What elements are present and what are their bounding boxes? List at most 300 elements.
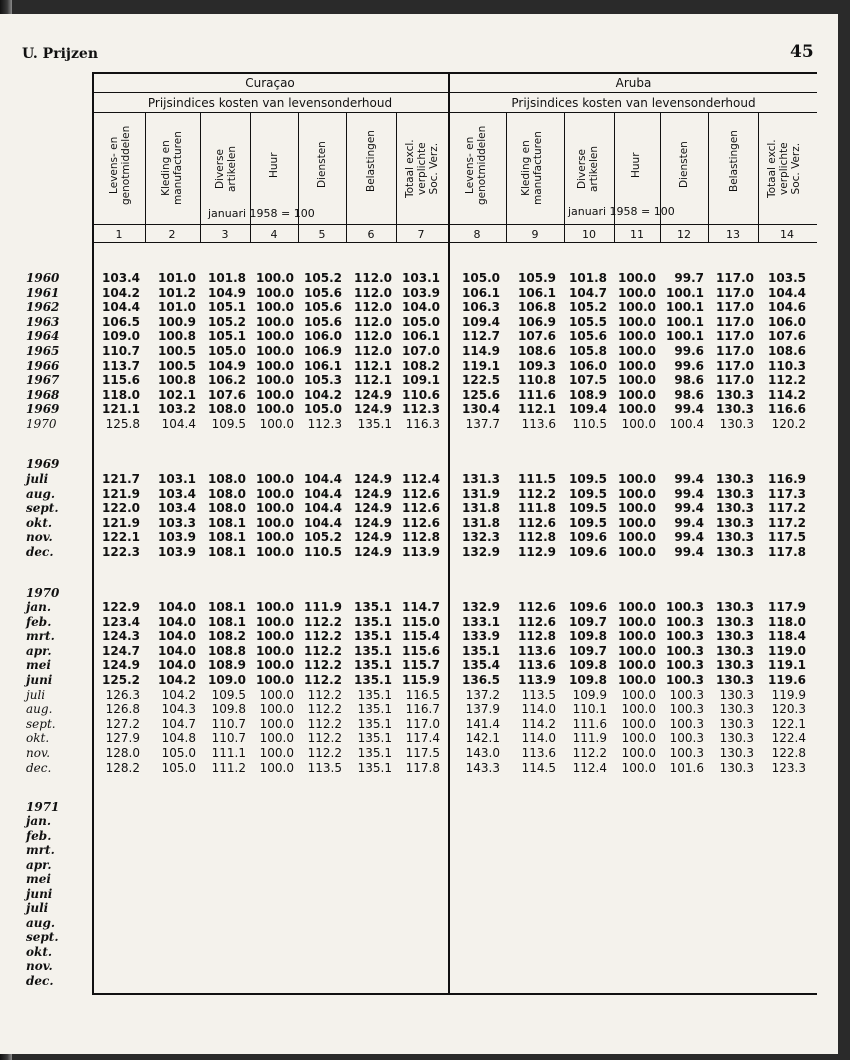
table-cell: 111.5 [518,472,556,486]
table-cell: 112.2 [518,486,556,501]
table-cell: 114.5 [521,760,556,775]
page-number: 45 [790,42,814,62]
table-cell: 100.3 [669,746,704,760]
table-cell: 104.9 [208,285,246,300]
table-cell: 116.5 [405,687,440,702]
table-cell: 99.4 [674,486,704,501]
table-cell: 100.0 [618,314,656,329]
table-cell: 110.3 [768,358,806,373]
col-divider [396,112,397,242]
table-cell: 104.0 [158,643,196,658]
table-cell: 113.9 [518,673,556,687]
table-cell: 130.3 [716,530,754,545]
table-cell: 136.5 [462,673,500,687]
table-cell: 117.2 [768,501,806,516]
table-cell: 135.1 [354,600,392,614]
table-cell: 100.0 [259,417,294,431]
table-cell: 105.6 [304,300,342,315]
table-cell: 117.8 [768,545,806,559]
table-cell: 105.8 [569,344,607,358]
table-cell: 104.7 [569,285,607,300]
table-cell: 108.0 [208,486,246,501]
table-cell: 100.0 [256,373,294,388]
table-cell: 100.0 [259,702,294,717]
annual-row-label: 1967 [26,373,60,388]
table-cell: 100.3 [666,643,704,658]
col-divider [298,112,299,242]
col-head-12: Diensten [678,141,690,188]
table-cell: 109.7 [569,643,607,658]
table-cell: 108.6 [518,344,556,358]
table-cell: 109.7 [569,614,607,629]
table-cell: 105.5 [569,314,607,329]
table-cell: 117.0 [716,329,754,344]
table-cell: 113.9 [402,545,440,559]
table-cell: 100.3 [666,658,704,673]
table-cell: 110.7 [102,344,140,358]
table-cell: 100.3 [669,687,704,702]
table-cell: 100.3 [666,614,704,629]
table-cell: 112.2 [307,731,342,746]
table-cell: 105.2 [208,314,246,329]
table-cell: 112.2 [304,614,342,629]
table-cell: 122.9 [102,600,140,614]
table-cell: 104.4 [304,501,342,516]
table-cell: 100.0 [256,402,294,417]
table-cell: 105.0 [304,402,342,417]
table-cell: 112.1 [354,373,392,388]
annual-row-label: 1969 [26,402,60,417]
table-cell: 112.3 [402,402,440,417]
table-cell: 111.2 [211,760,246,775]
table-cell: 109.0 [102,329,140,344]
col-head-1: Levens- en genotmiddelen [108,125,132,205]
table-cell: 112.2 [304,673,342,687]
table-cell: 115.7 [402,658,440,673]
table-cell: 137.7 [465,417,500,431]
table-cell: 108.1 [208,614,246,629]
table-cell: 100.0 [618,629,656,644]
month-1969-row-label: juli [26,472,49,486]
table-cell: 121.9 [102,486,140,501]
table-cell: 112.2 [304,629,342,644]
col-divider [614,112,615,242]
table-cell: 98.6 [674,373,704,388]
table-cell: 110.1 [572,702,607,717]
table-cell: 124.9 [354,515,392,530]
month-1971-row-label: nov. [26,959,53,973]
col-head-4: Huur [268,152,280,178]
col-divider [758,112,759,242]
table-cell: 109.5 [569,515,607,530]
table-cell: 112.2 [304,643,342,658]
table-cell: 124.9 [354,545,392,559]
table-cell: 123.4 [102,614,140,629]
table-cell: 109.3 [518,358,556,373]
table-cell: 104.4 [304,472,342,486]
table-cell: 100.0 [256,530,294,545]
column-number-5: 5 [318,228,326,241]
table-cell: 117.0 [716,344,754,358]
table-cell: 105.9 [518,271,556,285]
table-cell: 104.4 [304,515,342,530]
table-cell: 100.0 [618,600,656,614]
table-cell: 100.0 [618,515,656,530]
table-cell: 130.3 [716,658,754,673]
table-cell: 130.3 [716,402,754,417]
table-cell: 108.0 [208,402,246,417]
table-cell: 130.3 [716,673,754,687]
month-1970-row-label: juli [26,687,46,702]
table-cell: 100.3 [666,600,704,614]
column-number-1: 1 [115,228,123,241]
table-cell: 105.0 [208,344,246,358]
column-number-8: 8 [473,228,481,241]
table-cell: 106.0 [569,358,607,373]
month-1970-row-label: aug. [26,702,53,717]
table-cell: 130.3 [716,387,754,402]
table-cell: 127.2 [105,716,140,731]
table-cell: 104.2 [161,687,196,702]
table-cell: 117.0 [716,271,754,285]
table-cell: 124.7 [102,643,140,658]
table-cell: 105.1 [208,329,246,344]
table-cell: 100.0 [618,530,656,545]
table-cell: 100.0 [621,687,656,702]
table-cell: 100.1 [666,329,704,344]
col-divider [346,112,347,242]
table-cell: 100.0 [256,344,294,358]
table-cell: 106.1 [304,358,342,373]
table-cell: 108.9 [208,658,246,673]
table-cell: 112.8 [518,629,556,644]
table-cell: 120.3 [771,702,806,717]
table-cell: 133.1 [462,614,500,629]
column-number-11: 11 [630,228,644,241]
table-cell: 112.6 [402,501,440,516]
month-1970-row-label: mrt. [26,629,55,644]
table-cell: 100.3 [666,629,704,644]
table-cell: 103.2 [158,402,196,417]
table-cell: 119.6 [768,673,806,687]
table-cell: 104.0 [158,600,196,614]
table-cell: 115.6 [402,643,440,658]
table-cell: 106.3 [462,300,500,315]
month-1970-row-label: feb. [26,614,52,629]
annual-row-label: 1964 [26,329,60,344]
table-cell: 100.1 [666,314,704,329]
table-cell: 116.6 [768,402,806,417]
table-cell: 108.8 [208,643,246,658]
table-cell: 126.3 [105,687,140,702]
year-label-1969: 1969 [26,457,60,471]
basis-rule [92,224,817,225]
table-cell: 111.8 [518,501,556,516]
table-cell: 106.1 [462,285,500,300]
table-cell: 100.4 [669,417,704,431]
table-cell: 135.1 [354,629,392,644]
table-cell: 130.3 [719,687,754,702]
table-cell: 132.9 [462,545,500,559]
table-cell: 108.6 [768,344,806,358]
table-cell: 130.3 [716,545,754,559]
table-cell: 100.0 [256,271,294,285]
table-cell: 99.4 [674,530,704,545]
table-cell: 135.1 [462,643,500,658]
table-cell: 117.0 [405,716,440,731]
table-cell: 106.0 [304,329,342,344]
column-number-12: 12 [677,228,691,241]
table-cell: 112.3 [307,417,342,431]
table-cell: 125.6 [462,387,500,402]
table-cell: 109.5 [211,687,246,702]
table-cell: 128.2 [105,760,140,775]
table-cell: 113.5 [521,687,556,702]
month-1970-row-label: juni [26,673,53,687]
table-cell: 119.1 [462,358,500,373]
table-cell: 117.0 [716,373,754,388]
col-divider [506,112,507,242]
table-cell: 100.0 [618,285,656,300]
chapter-heading: U. Prijzen [22,46,98,62]
table-cell: 112.4 [572,760,607,775]
table-cell: 127.9 [105,731,140,746]
table-cell: 110.6 [402,387,440,402]
table-cell: 112.8 [402,530,440,545]
table-cell: 124.9 [354,530,392,545]
month-1971-row-label: aug. [26,915,56,930]
table-cell: 105.3 [304,373,342,388]
table-cell: 100.8 [158,329,196,344]
table-cell: 112.6 [518,600,556,614]
table-cell: 114.2 [521,716,556,731]
month-1971-row-label: mrt. [26,843,55,857]
table-cell: 125.8 [105,417,140,431]
table-cell: 99.4 [674,515,704,530]
table-cell: 112.7 [462,329,500,344]
table-cell: 116.3 [405,417,440,431]
table-cell: 128.0 [105,746,140,760]
table-cell: 98.6 [674,387,704,402]
column-number-3: 3 [221,228,229,241]
table-cell: 119.0 [768,643,806,658]
table-cell: 109.5 [569,472,607,486]
table-cell: 104.4 [768,285,806,300]
table-cell: 104.6 [768,300,806,315]
table-cell: 105.6 [304,285,342,300]
table-cell: 113.6 [521,746,556,760]
month-1971-row-label: juli [26,901,49,915]
group-divider [448,72,450,994]
table-cell: 135.1 [357,731,392,746]
table-cell: 117.0 [716,358,754,373]
col-head-14: Totaal excl. verplichte Soc. Verz. [766,139,802,198]
table-cell: 112.0 [354,285,392,300]
table-cell: 104.4 [304,486,342,501]
table-cell: 135.1 [354,614,392,629]
table-cell: 103.9 [158,530,196,545]
table-cell: 100.1 [666,285,704,300]
table-cell: 113.6 [518,658,556,673]
table-cell: 142.1 [465,731,500,746]
month-1969-row-label: dec. [26,545,54,559]
table-cell: 117.5 [768,530,806,545]
table-cell: 130.3 [719,417,754,431]
table-cell: 100.0 [618,344,656,358]
table-cell: 100.1 [666,300,704,315]
table-cell: 121.9 [102,515,140,530]
table-cell: 111.1 [211,746,246,760]
month-1970-row-label: sept. [26,716,56,731]
table-cell: 112.2 [304,658,342,673]
month-1969-row-label: nov. [26,530,53,545]
table-cell: 99.6 [674,358,704,373]
table-cell: 117.8 [405,760,440,775]
table-cell: 135.1 [357,760,392,775]
table-cell: 109.5 [211,417,246,431]
table-cell: 116.9 [768,472,806,486]
annual-row-label: 1968 [26,387,60,402]
basis-curacao: januari 1958 = 100 [208,207,315,220]
table-cell: 109.9 [572,687,607,702]
table-cell: 104.9 [208,358,246,373]
table-cell: 100.0 [621,731,656,746]
table-cell: 132.9 [462,600,500,614]
table-cell: 100.0 [618,300,656,315]
table-cell: 108.2 [208,629,246,644]
table-cell: 108.2 [402,358,440,373]
table-cell: 117.3 [768,486,806,501]
col-divider [708,112,709,242]
table-cell: 121.1 [102,402,140,417]
table-cell: 107.6 [518,329,556,344]
col-head-9: Kleding en manufacturen [520,131,544,205]
table-cell: 103.5 [768,271,806,285]
table-cell: 110.5 [304,545,342,559]
table-cell: 124.9 [354,387,392,402]
table-cell: 103.1 [402,271,440,285]
table-cell: 112.2 [307,702,342,717]
col-divider [250,112,251,242]
table-cell: 113.6 [518,643,556,658]
table-cell: 135.1 [357,687,392,702]
table-cell: 112.0 [354,271,392,285]
table-cell: 117.9 [768,600,806,614]
table-cell: 123.3 [771,760,806,775]
month-1971-row-label: apr. [26,857,52,872]
table-cell: 135.1 [354,658,392,673]
month-1971-row-label: okt. [26,944,53,959]
month-1971-row-label: mei [26,872,51,886]
table-cell: 107.0 [402,344,440,358]
table-cell: 114.2 [768,387,806,402]
table-cell: 103.9 [402,285,440,300]
table-cell: 109.6 [569,545,607,559]
table-cell: 107.6 [768,329,806,344]
table-cell: 114.0 [521,731,556,746]
table-cell: 105.6 [569,329,607,344]
table-cell: 133.9 [462,629,500,644]
table-bottom-rule [92,993,817,995]
table-cell: 119.9 [771,687,806,702]
table-cell: 100.0 [259,746,294,760]
table-cell: 135.1 [357,417,392,431]
annual-row-label: 1963 [26,314,60,329]
table-cell: 104.0 [158,658,196,673]
table-cell: 100.0 [256,545,294,559]
table-cell: 112.2 [307,687,342,702]
table-cell: 112.8 [518,530,556,545]
table-cell: 104.2 [102,285,140,300]
table-cell: 106.2 [208,373,246,388]
annual-row-label: 1966 [26,358,60,373]
col-divider [145,112,146,242]
table-cell: 143.0 [465,746,500,760]
annual-row-label: 1962 [26,300,60,315]
table-cell: 100.3 [669,702,704,717]
table-cell: 117.2 [768,515,806,530]
table-cell: 100.0 [618,643,656,658]
table-cell: 100.0 [256,643,294,658]
table-cell: 105.0 [161,746,196,760]
table-cell: 100.0 [256,673,294,687]
table-cell: 135.1 [357,702,392,717]
table-cell: 109.8 [569,673,607,687]
annual-row-label: 1961 [26,285,60,300]
table-cell: 122.8 [771,746,806,760]
col-divider [200,112,201,242]
table-cell: 100.0 [256,387,294,402]
month-1970-row-label: apr. [26,643,52,658]
table-cell: 126.8 [105,702,140,717]
table-cell: 104.8 [161,731,196,746]
table-cell: 110.8 [518,373,556,388]
table-cell: 104.3 [161,702,196,717]
table-cell: 108.0 [208,472,246,486]
table-cell: 124.9 [102,658,140,673]
table-cell: 105.0 [462,271,500,285]
table-cell: 112.0 [354,329,392,344]
col-head-2: Kleding en manufacturen [160,131,184,205]
table-cell: 108.1 [208,530,246,545]
table-cell: 122.1 [102,530,140,545]
table-cell: 117.4 [405,731,440,746]
table-cell: 112.0 [354,300,392,315]
column-number-4: 4 [270,228,278,241]
table-cell: 100.0 [621,746,656,760]
table-cell: 109.8 [569,658,607,673]
table-cell: 112.1 [518,402,556,417]
table-cell: 112.2 [307,716,342,731]
group-title-aruba: Aruba [615,76,652,90]
column-number-6: 6 [367,228,375,241]
table-cell: 143.3 [465,760,500,775]
month-1969-row-label: sept. [26,501,59,516]
table-cell: 105.2 [304,530,342,545]
table-cell: 118.0 [768,614,806,629]
table-cell: 105.2 [304,271,342,285]
table-cell: 100.0 [621,417,656,431]
table-cell: 112.2 [572,746,607,760]
page-edge [838,0,850,1060]
table-cell: 100.5 [158,344,196,358]
table-cell: 111.9 [304,600,342,614]
table-cell: 105.0 [402,314,440,329]
table-cell: 101.8 [569,271,607,285]
table-cell: 100.0 [256,358,294,373]
table-cell: 135.4 [462,658,500,673]
col-divider [660,112,661,242]
